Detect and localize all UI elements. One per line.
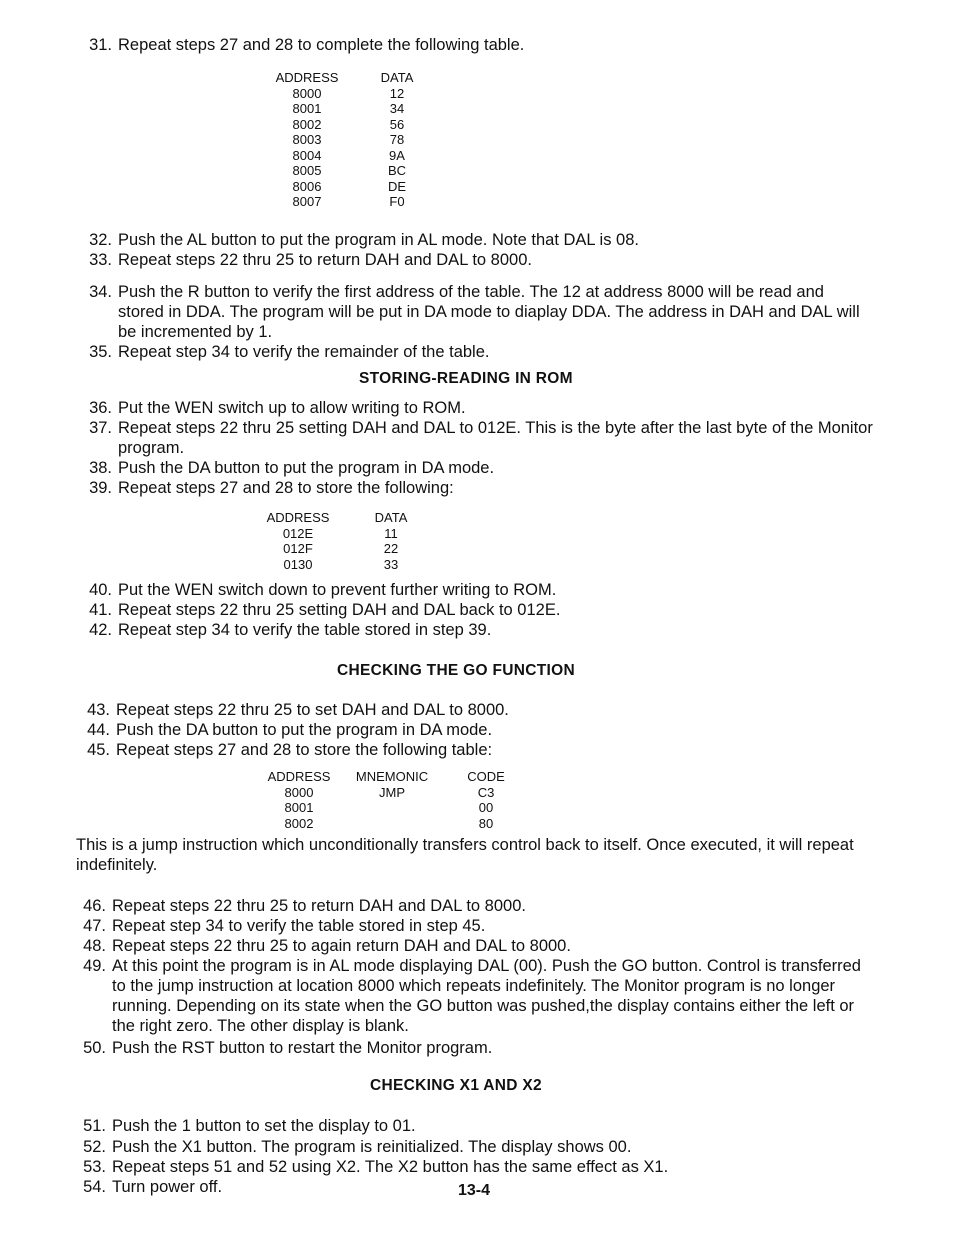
step-47 (70, 916, 900, 936)
step-number: 43. (87, 701, 110, 719)
jump-instruction-note: This is a jump instruction which unconditionally transfers control back to itself. Once executed, it will repeat indefinitely. (76, 836, 854, 874)
step-text: Push the DA button to put the program in DA mode. (116, 721, 493, 739)
address-cell: 012E (282, 525, 314, 541)
address-cell: 8002 (284, 815, 314, 831)
code-cell: 00 (478, 800, 494, 815)
step-text: Repeat steps 22 thru 25 to return DAH and DAL to 8000. (118, 251, 532, 269)
step-38 (76, 458, 896, 478)
step-number: 48. (83, 937, 106, 955)
step-53 (70, 1157, 900, 1177)
step-number: 36. (89, 399, 112, 417)
step-number: 37. (89, 419, 112, 437)
code-cell: 80 (478, 815, 494, 831)
step-48 (70, 936, 900, 956)
step-32 (76, 230, 896, 250)
column-header-address: ADDRESS (267, 769, 331, 784)
address-cell: 8005 (292, 163, 322, 178)
step-number: 46. (83, 897, 106, 915)
data-cell: F0 (389, 194, 405, 209)
table-row (257, 194, 437, 210)
address-cell: 8000 (284, 784, 314, 800)
step-40 (76, 580, 896, 600)
step-text: Repeat step 34 to verify the table stored in step 39. (118, 621, 492, 639)
step-51 (70, 1116, 900, 1136)
data-cell: 11 (384, 525, 398, 541)
table-row (257, 101, 437, 117)
column-header-address: ADDRESS (275, 70, 339, 85)
table-row (257, 179, 437, 195)
step-text: Push the X1 button. The program is reinitialized. The display shows 00. (112, 1138, 632, 1156)
jump-program-table (262, 769, 524, 831)
table-row (260, 541, 446, 557)
step-number: 45. (87, 741, 110, 759)
step-number: 51. (83, 1117, 106, 1135)
step-text: Push the DA button to put the program in DA mode. (118, 459, 495, 477)
step-text: Push the RST button to restart the Monitor program. (112, 1039, 493, 1057)
code-cell: C3 (477, 784, 495, 800)
step-text: Repeat steps 27 and 28 to store the following table: (116, 741, 493, 759)
address-cell: 012F (283, 541, 313, 556)
step-45 (74, 740, 894, 760)
step-number: 54. (83, 1178, 106, 1196)
table-header-row (262, 769, 524, 785)
step-39 (76, 478, 896, 498)
mnemonic-cell (336, 816, 448, 832)
column-header-data: DATA (380, 70, 414, 85)
data-cell: BC (387, 163, 407, 178)
step-text: Push the AL button to put the program in AL mode. Note that DAL is 08. (118, 231, 639, 249)
step-text: Repeat steps 27 and 28 to complete the following table. (118, 36, 525, 54)
table-row (260, 526, 446, 542)
address-cell: 8006 (292, 178, 322, 194)
step-33 (76, 250, 896, 270)
column-header-data: DATA (374, 510, 408, 525)
address-cell: 8000 (292, 85, 322, 101)
step-text: Repeat steps 22 thru 25 to set DAH and DAL to 8000. (116, 701, 509, 719)
step-41 (76, 600, 896, 620)
step-text: Repeat step 34 to verify the remainder of the table. (118, 343, 490, 361)
step-text: Turn power off. (112, 1178, 223, 1196)
step-36 (76, 398, 896, 418)
step-number: 53. (83, 1158, 106, 1176)
section-heading-storing-reading: STORING-READING IN ROM (359, 370, 573, 387)
step-text: Repeat steps 27 and 28 to store the following: (118, 479, 454, 497)
step-text: At this point the program is in AL mode displaying DAL (00). Push the GO button. Control is transferred to the jump instruction at location 8000 which repeats indefinitely. The Monitor program is no longer running. Depending on its state when the GO button was pushed,the display contains either the left or the right zero. The other display is blank. (112, 957, 861, 1035)
step-35 (76, 342, 896, 362)
step-49 (70, 956, 900, 1036)
step-number: 41. (89, 601, 112, 619)
step-number: 49. (83, 957, 106, 975)
table-row (260, 557, 446, 573)
step-44 (74, 720, 894, 740)
address-cell: 8001 (292, 101, 322, 116)
step-46 (70, 896, 900, 916)
table-row (262, 785, 524, 801)
address-cell: 8004 (292, 147, 322, 163)
section-heading-x1-x2: CHECKING X1 AND X2 (370, 1077, 542, 1094)
address-cell: 8001 (284, 800, 314, 815)
step-31 (76, 35, 896, 55)
step-number: 40. (89, 581, 112, 599)
step-37 (76, 418, 896, 458)
address-cell: 8003 (292, 132, 322, 147)
step-text: Repeat steps 22 thru 25 to return DAH and DAL to 8000. (112, 897, 526, 915)
table-row (257, 163, 437, 179)
data-cell: 56 (389, 116, 405, 132)
step-text: Push the 1 button to set the display to 01. (112, 1117, 416, 1135)
data-cell: 78 (389, 132, 405, 147)
step-number: 42. (89, 621, 112, 639)
data-cell: 33 (383, 556, 399, 572)
mnemonic-cell: JMP (379, 784, 405, 800)
step-50 (70, 1038, 900, 1058)
page-number: 13-4 (458, 1182, 491, 1199)
address-cell: 8007 (292, 194, 322, 209)
data-cell: 12 (389, 85, 405, 101)
step-34 (76, 282, 896, 342)
table-row (262, 800, 524, 816)
step-text: Repeat step 34 to verify the table stored in step 45. (112, 917, 486, 935)
step-number: 35. (89, 343, 112, 361)
step-number: 34. (89, 283, 112, 301)
step-number: 38. (89, 459, 112, 477)
step-text: Put the WEN switch down to prevent further writing to ROM. (118, 581, 557, 599)
step-number: 52. (83, 1138, 106, 1156)
step-43 (74, 700, 894, 720)
step-number: 31. (89, 36, 112, 54)
step-text: Put the WEN switch up to allow writing to ROM. (118, 399, 466, 417)
table-row (262, 816, 524, 832)
column-header-code: CODE (467, 769, 505, 784)
step-number: 50. (83, 1039, 106, 1057)
table-row (257, 86, 437, 102)
column-header-mnemonic: MNEMONIC (355, 769, 429, 784)
address-cell: 0130 (283, 556, 313, 572)
step-52 (70, 1137, 900, 1157)
table-row (257, 132, 437, 148)
table-row (257, 148, 437, 164)
data-cell: 9A (389, 147, 405, 163)
column-header-address: ADDRESS (266, 510, 330, 525)
step-number: 44. (87, 721, 110, 739)
table-header-row (257, 70, 437, 86)
step-number: 39. (89, 479, 112, 497)
address-data-table (257, 70, 437, 210)
step-number: 47. (83, 917, 106, 935)
table-row (257, 117, 437, 133)
rom-address-data-table (260, 510, 446, 572)
step-42 (76, 620, 896, 640)
address-cell: 8002 (292, 116, 322, 132)
data-cell: 22 (383, 541, 399, 556)
step-54 (70, 1177, 430, 1197)
step-text: Repeat steps 22 thru 25 setting DAH and DAL to 012E. This is the byte after the last byte of the Monitor program. (118, 419, 873, 457)
data-cell: 34 (389, 101, 405, 116)
step-number: 33. (89, 251, 112, 269)
step-number: 32. (89, 231, 112, 249)
mnemonic-cell (336, 800, 448, 816)
section-heading-go-function: CHECKING THE GO FUNCTION (337, 662, 575, 679)
step-text: Repeat steps 51 and 52 using X2. The X2 button has the same effect as X1. (112, 1158, 669, 1176)
step-text: Push the R button to verify the first address of the table. The 12 at address 8000 will be read and stored in DDA. The program will be put in DA mode to diaplay DDA. The address in DAH and DAL will be incremented by 1. (118, 283, 860, 341)
data-cell: DE (387, 178, 407, 194)
table-header-row (260, 510, 446, 526)
step-text: Repeat steps 22 thru 25 to again return DAH and DAL to 8000. (112, 937, 571, 955)
step-text: Repeat steps 22 thru 25 setting DAH and DAL back to 012E. (118, 601, 561, 619)
